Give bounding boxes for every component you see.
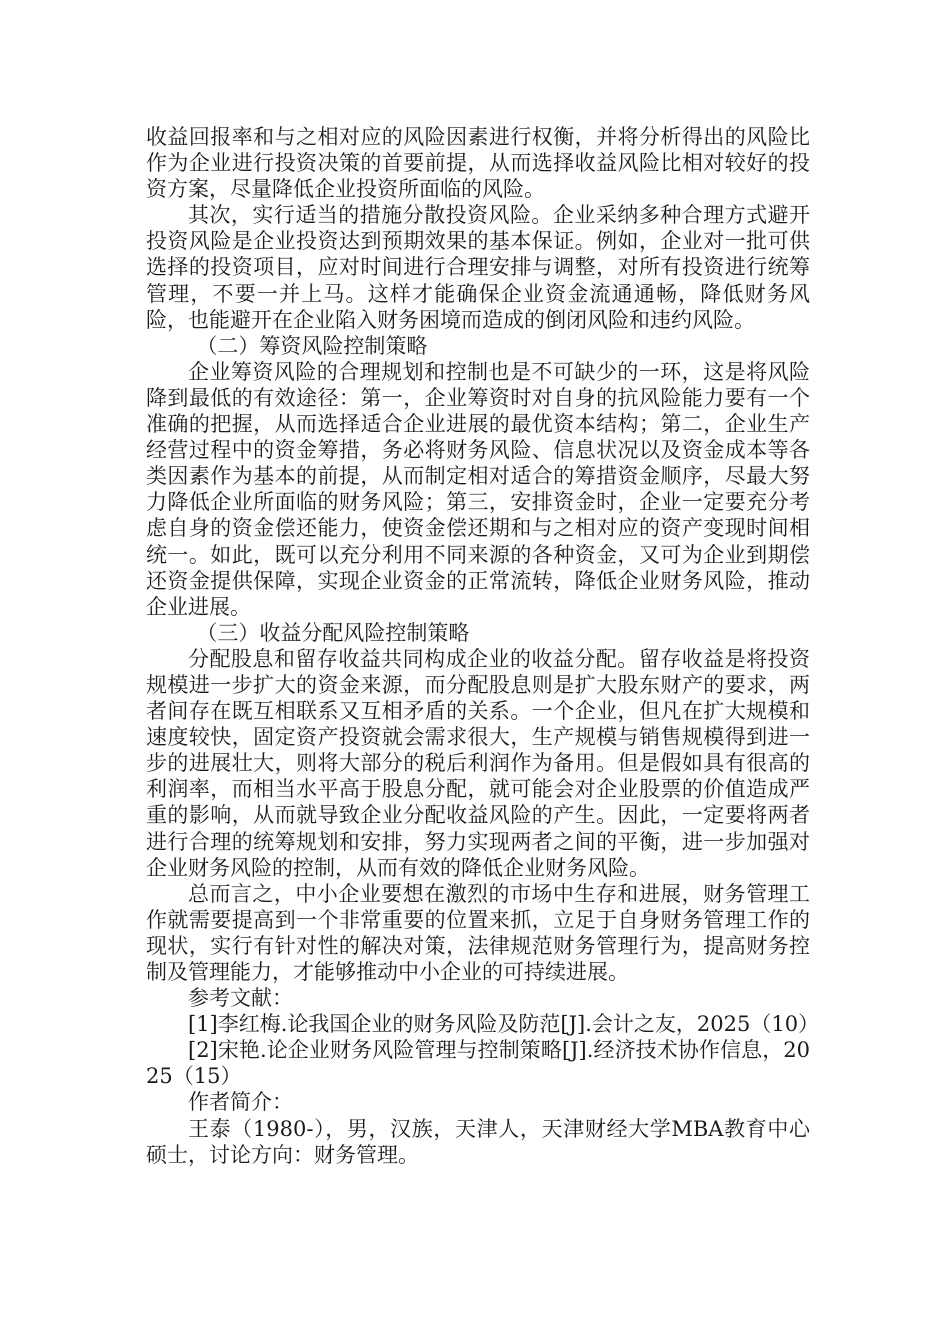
- section-heading-financing-risk: （二）筹资风险控制策略: [196, 333, 428, 358]
- author-bio: 王泰（1980-），男，汉族，天津人，天津财经大学MBA教育中心硕士，讨论方向：财务管理。: [146, 1116, 810, 1167]
- author-label: 作者简介：: [188, 1090, 293, 1115]
- document-page: [146, 124, 820, 1168]
- paragraph-financing-risk: 企业筹资风险的合理规划和控制也是不可缺少的一环，这是将风险降到最低的有效途径：第一，企业筹资时对自身的抗风险能力要有一个准确的把握，从而选择适合企业进展的最优资本结构；第二，企业生产经营过程中的资金筹措，务必将财务风险、信息状况以及资金成本等各类因素作为基本的前提，从而制定相对适合的筹措资金顺序，尽最大努力降低企业所面临的财务风险；第三，安排资金时，企业一定要充分考虑自身的资金偿还能力，使资金偿还期和与之相对应的资产变现时间相统一。如此，既可以充分利用不同来源的各种资金，又可为企业到期偿还资金提供保障，实现企业资金的正常流转，降低企业财务风险，推动企业进展。: [146, 359, 810, 619]
- section-heading-income-distribution-risk: （三）收益分配风险控制策略: [196, 620, 470, 645]
- paragraph-income-distribution-risk: 分配股息和留存收益共同构成企业的收益分配。留存收益是将投资规模进一步扩大的资金来源，而分配股息则是扩大股东财产的要求，两者间存在既互相联系又互相矛盾的关系。一个企业，但凡在扩大规模和速度较快，固定资产投资就会需求很大，生产规模与销售规模得到进一步的进展壮大，则将大部分的税后利润作为备用。但是假如具有很高的利润率，而相当水平高于股息分配，就可能会对企业股票的价值造成严重的影响，从而就导致企业分配收益风险的产生。因此，一定要将两者进行合理的统筹规划和安排，努力实现两者之间的平衡，进一步加强对企业财务风险的控制，从而有效的降低企业财务风险。: [146, 646, 810, 880]
- reference-item-2: [2]宋艳.论企业财务风险管理与控制策略[J].经济技术协作信息，2025（15）: [146, 1038, 810, 1089]
- reference-item-1: [1]李红梅.论我国企业的财务风险及防范[J].会计之友，2025（10）: [188, 1012, 820, 1037]
- paragraph-conclusion: 总而言之，中小企业要想在激烈的市场中生存和进展，财务管理工作就需要提高到一个非常重要的位置来抓，立足于自身财务管理工作的现状，实行有针对性的解决对策，法律规范财务管理行为，提高财务控制及管理能力，才能够推动中小企业的可持续进展。: [146, 881, 810, 984]
- paragraph-investment-risk-ratio: 收益回报率和与之相对应的风险因素进行权衡，并将分析得出的风险比作为企业进行投资决策的首要前提，从而选择收益风险比相对较好的投资方案，尽量降低企业投资所面临的风险。: [146, 125, 810, 202]
- paragraph-diversify-investment-risk: 其次，实行适当的措施分散投资风险。企业采纳多种合理方式避开投资风险是企业投资达到预期效果的基本保证。例如，企业对一批可供选择的投资项目，应对时间进行合理安排与调整，对所有投资进行统筹管理，不要一并上马。这样才能确保企业资金流通通畅，降低财务风险，也能避开在企业陷入财务困境而造成的倒闭风险和违约风险。: [146, 203, 810, 332]
- references-label: 参考文献：: [188, 986, 293, 1011]
